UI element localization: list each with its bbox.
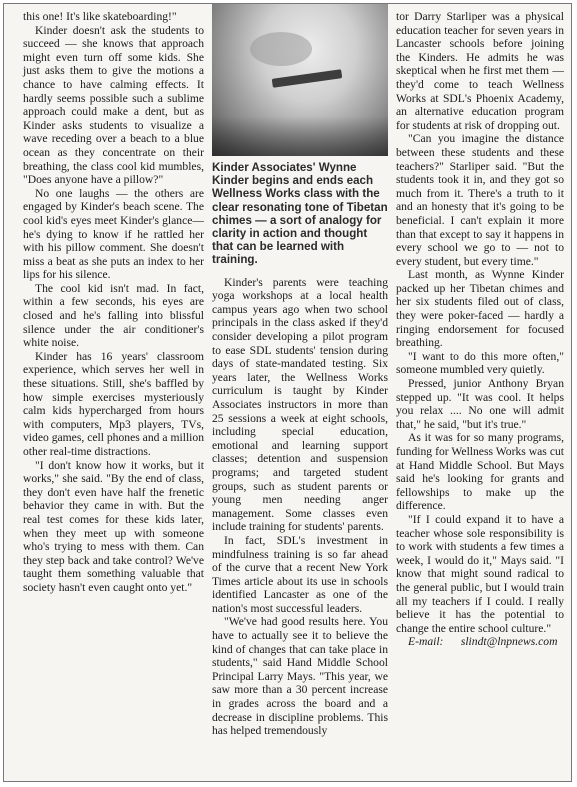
paragraph: Kinder has 16 years' classroom experience, which serves her well in these situations. Still, she's baffled by how simple exercises mysteriously calm kids hypercharged from hours with computers, Mp3 players, TVs, video games, cell phones and a million other real-time distractions. bbox=[23, 349, 204, 458]
paragraph: Last month, as Wynne Kinder packed up her Tibetan chimes and her six students filed out of class, they were poker-faced — hardly a ringing endorsement for focused breathing. bbox=[396, 268, 564, 350]
tibetan-chimes-photo bbox=[212, 4, 388, 156]
paragraph: Kinder's parents were teaching yoga workshops at a local health campus years ago when two school principals in the class asked if they'd consider developing a pilot program to ease SDL students' tension during days of state-mandated testing. Six years later, the Wellness Works curriculum is taught by Kinder Associates instructors in more than 25 sessions a week at eight schools, including special education, emotional and learning support classes; detention and suspension programs; and targeted student groups, such as student parents or young men needing anger management. Some classes even include training for students' parents. bbox=[212, 275, 388, 534]
paragraph: No one laughs — the others are engaged by Kinder's beach scene. The cool kid's eyes meet Kinder's glance— he's dying to know if he rattled her with his pillow comment. She doesn't miss a beat as she puts an index to her lips for his silence. bbox=[23, 186, 204, 282]
paragraph: "Can you imagine the distance between these students and these teachers?" Starliper said. "But the students took it in, and they got so much from it. There's a truth to it and an honesty that it's going to be beneficial. I can't explain it more than that except to say it happens in every school we go to — not to every student, but every time." bbox=[396, 132, 564, 268]
paragraph: "I want to do this more often," someone mumbled very quietly. bbox=[396, 349, 564, 377]
paragraph: In fact, SDL's investment in mindfulness training is so far ahead of the curve that a recent New York Times article about its use in schools identified Lancaster as one of the nation's most successful leaders. bbox=[212, 533, 388, 615]
caption-text: Kinder Associates' Wynne Kinder begins and ends each Wellness Works class with the clear resonating tone of Tibetan chimes — a sort of analogy for clarity in action and thought that can be learned with training. bbox=[212, 161, 388, 267]
paragraph: The cool kid isn't mad. In fact, within a few seconds, his eyes are closed and he's falling into blissful silence under the air conditioner's white noise. bbox=[23, 281, 204, 350]
photo-shape bbox=[250, 32, 312, 66]
paragraph: As it was for so many programs, funding for Wellness Works was cut at Hand Middle School. But Mays said he's looking for grants and fellowships to make up the difference. bbox=[396, 431, 564, 513]
paragraph: "I don't know how it works, but it works," she said. "By the end of class, they don't even have half the frenetic behavior they came in with. But the real test comes for these kids later, when they meet up with someone who's trying to mess with them. Can they step back and take control? We've taught them something valuable that society hasn't even caught onto yet." bbox=[23, 458, 204, 594]
paragraph: "We've had good results here. You have to actually see it to believe the kind of changes that can take place in students," said Hand Middle School Principal Larry Mays. "This year, we saw more than a 30 percent increase in grades across the board and a decrease in discipline problems. This has helped tremendously bbox=[212, 615, 388, 738]
photo-shape bbox=[212, 116, 388, 156]
photo-caption bbox=[212, 161, 388, 267]
author-email bbox=[396, 635, 564, 649]
paragraph: tor Darry Starliper was a physical education teacher for seven years in Lancaster schools before joining the Kinders. He admits he was skeptical when he first met them — they'd come to teach Wellness Works at SDL's Phoenix Academy, an alternative education program for students at risk of dropping out. bbox=[396, 10, 564, 132]
email-label: E-mail: bbox=[408, 635, 444, 649]
paragraph: Kinder doesn't ask the students to succeed — she knows that approach might even turn off some kids. She just asks them to give the motions a chance to have calming effects. It hardly seems possible such a sublime approach could make a dent, but as Kinder asks students to visualize a wave receding over a beach to a blue ocean as they concentrate on their breathing, the class cool kid mumbles, "Does anyone have a pillow?" bbox=[23, 23, 204, 187]
article-column-3 bbox=[396, 10, 564, 649]
paragraph: "If I could expand it to have a teacher whose sole responsibility is to work with students a few times a week, I would do it," Mays said. "I know that might sound radical to the general public, but I would train all my teachers if I could. I really believe it has the potential to change the entire school culture." bbox=[396, 512, 564, 635]
newspaper-clipping bbox=[3, 3, 572, 782]
email-address: slindt@lnpnews.com bbox=[460, 635, 558, 649]
article-column-2 bbox=[212, 4, 388, 738]
photo-shape bbox=[272, 69, 343, 88]
paragraph: this one! It's like skateboarding!" bbox=[23, 10, 177, 23]
article-column-1 bbox=[23, 10, 204, 595]
paragraph: Pressed, junior Anthony Bryan stepped up. "It was cool. It helps you relax .... No one will admit that," he said, "but it's true." bbox=[396, 377, 564, 431]
